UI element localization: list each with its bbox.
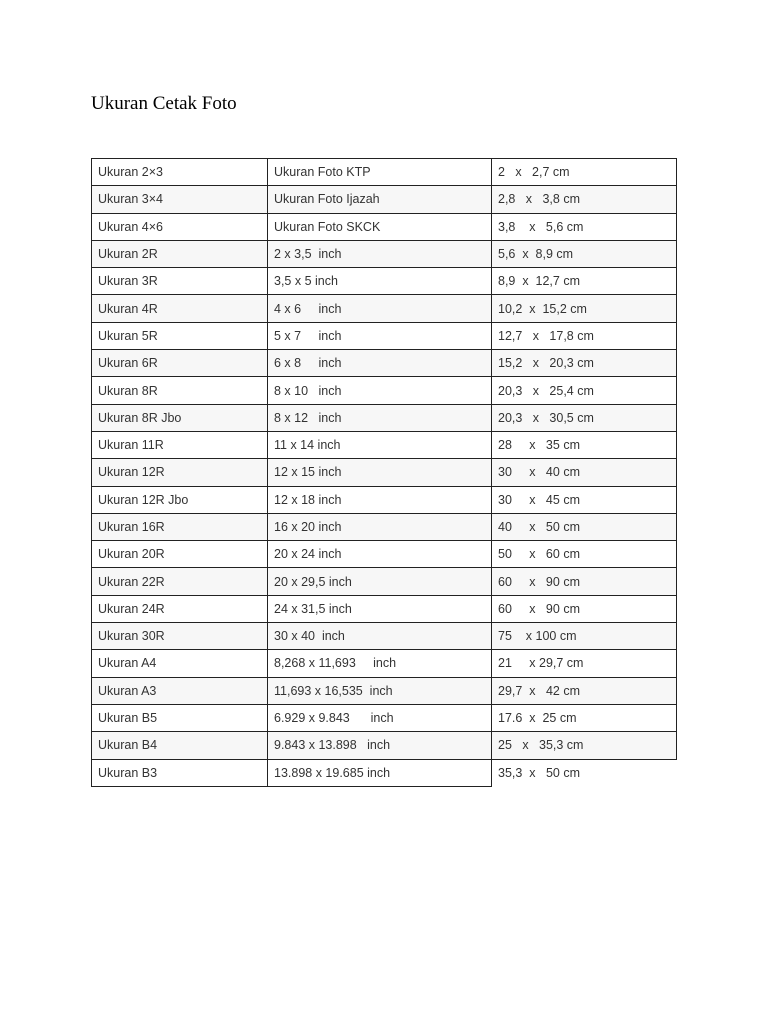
- table-row: [92, 404, 677, 431]
- inch-size-cell: 20 x 24 inch: [268, 541, 492, 568]
- cm-size-cell: 28 x 35 cm: [492, 431, 677, 458]
- print-size-cell: Ukuran 22R: [92, 568, 268, 595]
- table-row: [92, 240, 677, 267]
- cm-size-cell: 10,2 x 15,2 cm: [492, 295, 677, 322]
- cm-size-cell: 25 x 35,3 cm: [492, 732, 677, 759]
- print-size-cell: Ukuran 6R: [92, 350, 268, 377]
- inch-size-cell: 4 x 6 inch: [268, 295, 492, 322]
- table-row: [92, 377, 677, 404]
- table-row: [92, 595, 677, 622]
- inch-size-cell: 6.929 x 9.843 inch: [268, 704, 492, 731]
- print-size-cell: Ukuran 4×6: [92, 213, 268, 240]
- print-size-cell: Ukuran 12R Jbo: [92, 486, 268, 513]
- cm-size-cell: 60 x 90 cm: [492, 595, 677, 622]
- inch-size-cell: 8,268 x 11,693 inch: [268, 650, 492, 677]
- inch-size-cell: 11,693 x 16,535 inch: [268, 677, 492, 704]
- cm-size-cell: 60 x 90 cm: [492, 568, 677, 595]
- inch-size-cell: 20 x 29,5 inch: [268, 568, 492, 595]
- print-size-cell: Ukuran 2×3: [92, 159, 268, 186]
- inch-size-cell: 24 x 31,5 inch: [268, 595, 492, 622]
- inch-size-cell: 30 x 40 inch: [268, 623, 492, 650]
- cm-size-cell: 2 x 2,7 cm: [492, 159, 677, 186]
- cm-size-cell: 17.6 x 25 cm: [492, 704, 677, 731]
- inch-size-cell: 12 x 15 inch: [268, 459, 492, 486]
- table-row: [92, 295, 677, 322]
- inch-size-cell: 3,5 x 5 inch: [268, 268, 492, 295]
- cm-size-cell: 29,7 x 42 cm: [492, 677, 677, 704]
- cm-size-cell: 30 x 40 cm: [492, 459, 677, 486]
- cm-size-cell: 40 x 50 cm: [492, 513, 677, 540]
- table-row: [92, 186, 677, 213]
- cm-size-cell: 2,8 x 3,8 cm: [492, 186, 677, 213]
- table-row: [92, 759, 677, 786]
- table-row: [92, 704, 677, 731]
- table-row: [92, 732, 677, 759]
- inch-size-cell: Ukuran Foto KTP: [268, 159, 492, 186]
- cm-size-cell: 50 x 60 cm: [492, 541, 677, 568]
- table-row: [92, 268, 677, 295]
- table-row: [92, 213, 677, 240]
- cm-size-cell: 15,2 x 20,3 cm: [492, 350, 677, 377]
- table-row: [92, 159, 677, 186]
- inch-size-cell: 12 x 18 inch: [268, 486, 492, 513]
- table-row: [92, 568, 677, 595]
- print-size-cell: Ukuran B3: [92, 759, 268, 786]
- print-size-cell: Ukuran A4: [92, 650, 268, 677]
- cm-size-cell: 75 x 100 cm: [492, 623, 677, 650]
- inch-size-cell: 9.843 x 13.898 inch: [268, 732, 492, 759]
- print-size-cell: Ukuran 3R: [92, 268, 268, 295]
- print-size-cell: Ukuran 3×4: [92, 186, 268, 213]
- print-size-cell: Ukuran 5R: [92, 322, 268, 349]
- page-title: Ukuran Cetak Foto: [91, 93, 237, 114]
- table-row: [92, 459, 677, 486]
- photo-size-table-body: [92, 159, 677, 787]
- table-row: [92, 322, 677, 349]
- inch-size-cell: 8 x 10 inch: [268, 377, 492, 404]
- cm-size-cell: 21 x 29,7 cm: [492, 650, 677, 677]
- print-size-cell: Ukuran 8R Jbo: [92, 404, 268, 431]
- inch-size-cell: Ukuran Foto Ijazah: [268, 186, 492, 213]
- cm-size-cell: 20,3 x 30,5 cm: [492, 404, 677, 431]
- cm-size-cell: 5,6 x 8,9 cm: [492, 240, 677, 267]
- inch-size-cell: 6 x 8 inch: [268, 350, 492, 377]
- print-size-cell: Ukuran 2R: [92, 240, 268, 267]
- print-size-cell: Ukuran 30R: [92, 623, 268, 650]
- table-row: [92, 513, 677, 540]
- print-size-cell: Ukuran A3: [92, 677, 268, 704]
- inch-size-cell: 16 x 20 inch: [268, 513, 492, 540]
- cm-size-cell: 30 x 45 cm: [492, 486, 677, 513]
- print-size-cell: Ukuran B5: [92, 704, 268, 731]
- table-row: [92, 431, 677, 458]
- inch-size-cell: 5 x 7 inch: [268, 322, 492, 349]
- table-row: [92, 486, 677, 513]
- print-size-cell: Ukuran 4R: [92, 295, 268, 322]
- print-size-cell: Ukuran 12R: [92, 459, 268, 486]
- table-row: [92, 541, 677, 568]
- table-row: [92, 650, 677, 677]
- table-row: [92, 350, 677, 377]
- inch-size-cell: 8 x 12 inch: [268, 404, 492, 431]
- print-size-cell: Ukuran B4: [92, 732, 268, 759]
- cm-size-cell: 20,3 x 25,4 cm: [492, 377, 677, 404]
- table-row: [92, 677, 677, 704]
- table-row: [92, 623, 677, 650]
- inch-size-cell: 2 x 3,5 inch: [268, 240, 492, 267]
- inch-size-cell: 11 x 14 inch: [268, 431, 492, 458]
- photo-size-table: [91, 158, 677, 787]
- inch-size-cell: 13.898 x 19.685 inch: [268, 759, 492, 786]
- print-size-cell: Ukuran 8R: [92, 377, 268, 404]
- cm-size-cell: 3,8 x 5,6 cm: [492, 213, 677, 240]
- print-size-cell: Ukuran 11R: [92, 431, 268, 458]
- print-size-cell: Ukuran 24R: [92, 595, 268, 622]
- cm-size-cell: 12,7 x 17,8 cm: [492, 322, 677, 349]
- print-size-cell: Ukuran 20R: [92, 541, 268, 568]
- inch-size-cell: Ukuran Foto SKCK: [268, 213, 492, 240]
- print-size-cell: Ukuran 16R: [92, 513, 268, 540]
- cm-size-cell: 8,9 x 12,7 cm: [492, 268, 677, 295]
- cm-size-cell: 35,3 x 50 cm: [492, 759, 677, 786]
